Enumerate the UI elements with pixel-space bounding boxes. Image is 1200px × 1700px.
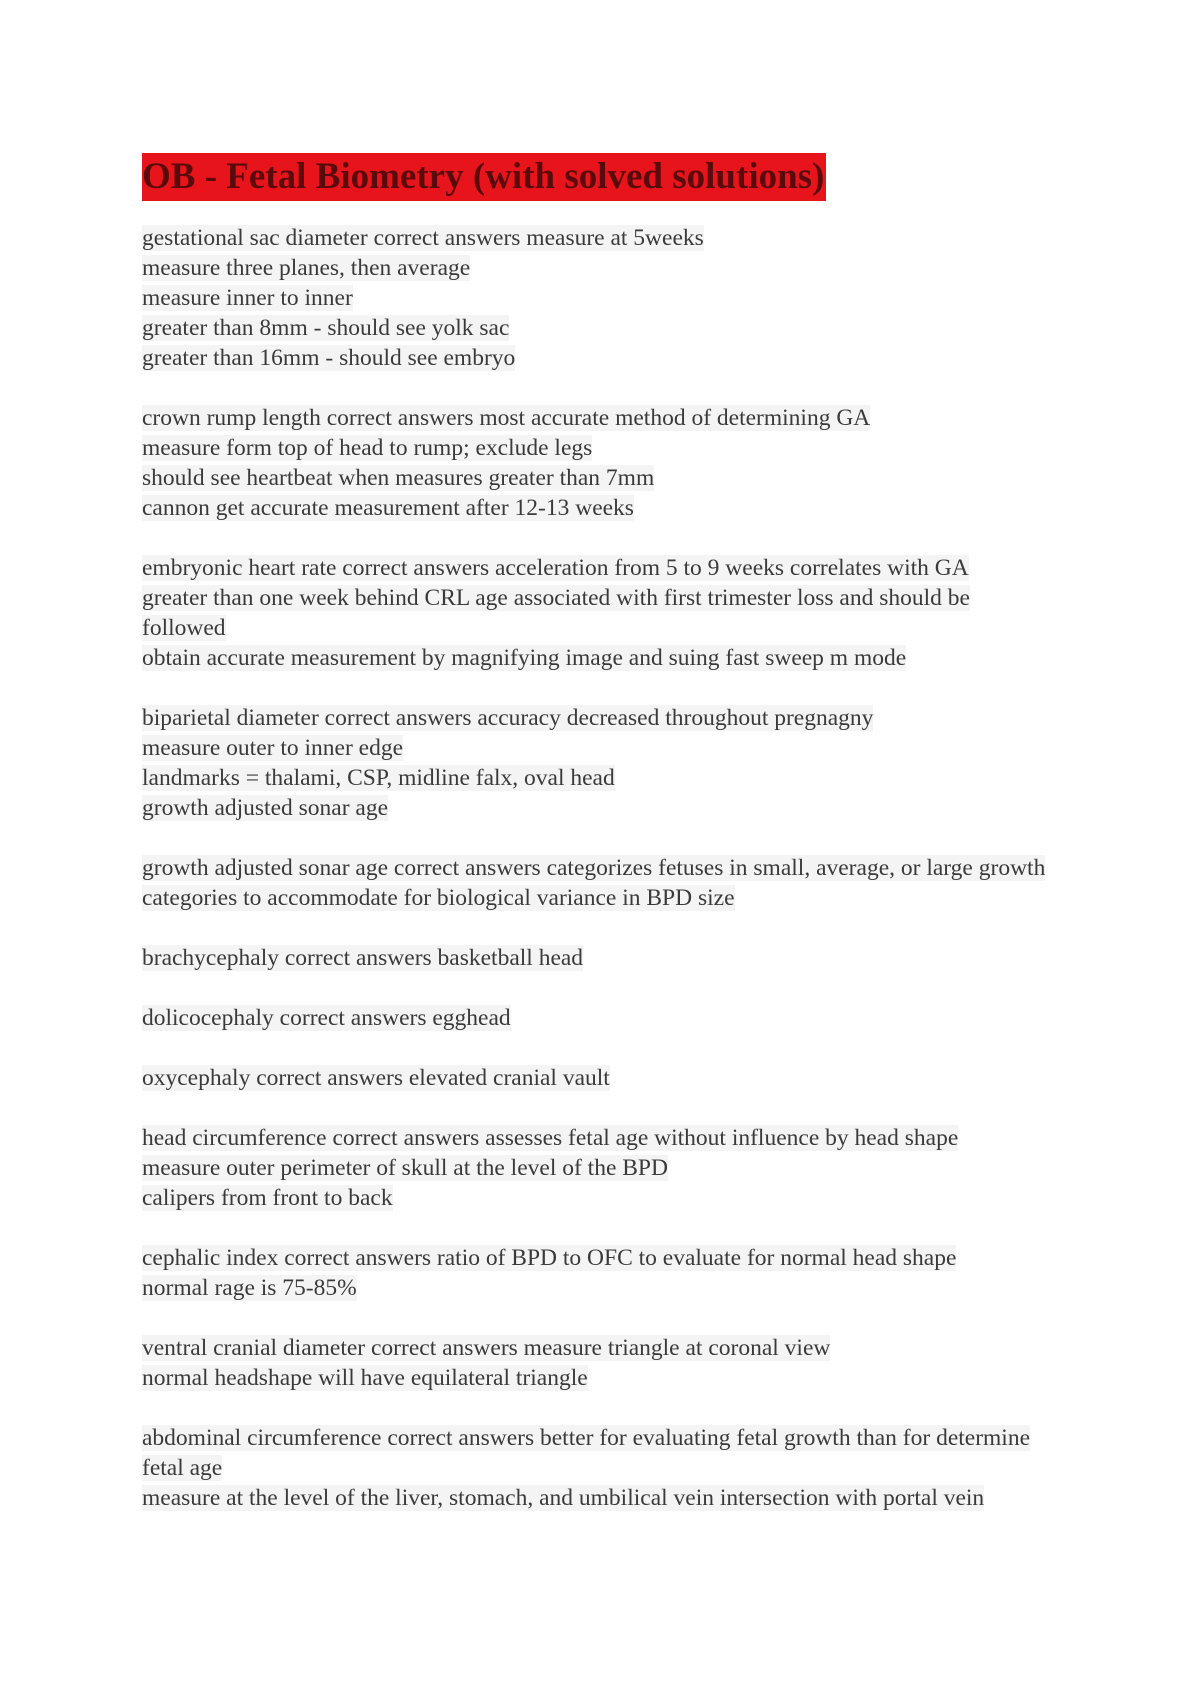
entry-line xyxy=(142,343,1102,373)
qa-entry xyxy=(142,703,1102,823)
entry-line xyxy=(142,763,1102,793)
qa-entry xyxy=(142,1423,1102,1513)
entry-line-text: abdominal circumference correct answers better for evaluating fetal growth than for determine xyxy=(142,1425,1031,1451)
entry-line xyxy=(142,1363,1102,1393)
entry-line xyxy=(142,1243,1102,1273)
entry-line-text: crown rump length correct answers most accurate method of determining GA xyxy=(142,405,871,431)
entry-line xyxy=(142,1483,1102,1513)
qa-entry xyxy=(142,553,1102,673)
entry-line-text: measure form top of head to rump; exclude legs xyxy=(142,435,593,461)
entry-line-text: cannon get accurate measurement after 12-13 weeks xyxy=(142,495,634,521)
entry-line xyxy=(142,1423,1102,1453)
entry-line xyxy=(142,613,1102,643)
qa-entry xyxy=(142,1243,1102,1303)
entry-line-text: fetal age xyxy=(142,1455,223,1481)
entry-line-text: embryonic heart rate correct answers acceleration from 5 to 9 weeks correlates with GA xyxy=(142,555,969,581)
entry-line-text: normal headshape will have equilateral triangle xyxy=(142,1365,588,1391)
qa-entry xyxy=(142,223,1102,373)
entry-line xyxy=(142,733,1102,763)
entry-line-text: dolicocephaly correct answers egghead xyxy=(142,1005,511,1031)
entry-line-text: gestational sac diameter correct answers measure at 5weeks xyxy=(142,225,704,251)
entry-line xyxy=(142,643,1102,673)
entry-line xyxy=(142,493,1102,523)
entry-line xyxy=(142,1003,1102,1033)
entry-line xyxy=(142,1123,1102,1153)
entry-line xyxy=(142,1153,1102,1183)
entry-line xyxy=(142,553,1102,583)
entry-line xyxy=(142,403,1102,433)
qa-entry xyxy=(142,853,1102,913)
entry-line-text: normal rage is 75-85% xyxy=(142,1275,357,1301)
entry-line xyxy=(142,1333,1102,1363)
entry-line-text: oxycephaly correct answers elevated cranial vault xyxy=(142,1065,610,1091)
entry-line xyxy=(142,883,1102,913)
entry-line-text: measure three planes, then average xyxy=(142,255,471,281)
qa-entry xyxy=(142,1003,1102,1033)
entry-line-text: landmarks = thalami, CSP, midline falx, oval head xyxy=(142,765,615,791)
entry-line-text: followed xyxy=(142,615,226,641)
entry-line xyxy=(142,1273,1102,1303)
entry-line-text: greater than 8mm - should see yolk sac xyxy=(142,315,510,341)
document-title: OB - Fetal Biometry (with solved solutions) xyxy=(142,153,826,201)
entry-line xyxy=(142,313,1102,343)
entry-line xyxy=(142,223,1102,253)
entry-line-text: measure at the level of the liver, stomach, and umbilical vein intersection with portal vein xyxy=(142,1485,985,1511)
entries-container xyxy=(142,223,1102,1513)
qa-entry xyxy=(142,1123,1102,1213)
entry-line-text: growth adjusted sonar age xyxy=(142,795,389,821)
entry-line-text: cephalic index correct answers ratio of BPD to OFC to evaluate for normal head shape xyxy=(142,1245,957,1271)
entry-line-text: biparietal diameter correct answers accuracy decreased throughout pregnagny xyxy=(142,705,874,731)
entry-line xyxy=(142,253,1102,283)
entry-line-text: greater than one week behind CRL age associated with first trimester loss and should be xyxy=(142,585,970,611)
entry-line-text: measure outer to inner edge xyxy=(142,735,404,761)
entry-line-text: measure outer perimeter of skull at the level of the BPD xyxy=(142,1155,668,1181)
entry-line-text: should see heartbeat when measures greater than 7mm xyxy=(142,465,655,491)
entry-line xyxy=(142,1183,1102,1213)
entry-line xyxy=(142,853,1102,883)
entry-line xyxy=(142,433,1102,463)
entry-line-text: obtain accurate measurement by magnifying image and suing fast sweep m mode xyxy=(142,645,907,671)
entry-line-text: measure inner to inner xyxy=(142,285,353,311)
entry-line-text: growth adjusted sonar age correct answers categorizes fetuses in small, average, or large growth xyxy=(142,855,1046,881)
document-page xyxy=(142,153,1102,1543)
qa-entry xyxy=(142,403,1102,523)
qa-entry xyxy=(142,1063,1102,1093)
entry-line xyxy=(142,943,1102,973)
entry-line-text: ventral cranial diameter correct answers measure triangle at coronal view xyxy=(142,1335,831,1361)
entry-line xyxy=(142,583,1102,613)
entry-line xyxy=(142,283,1102,313)
entry-line xyxy=(142,463,1102,493)
entry-line xyxy=(142,703,1102,733)
entry-line xyxy=(142,1063,1102,1093)
entry-line xyxy=(142,793,1102,823)
qa-entry xyxy=(142,943,1102,973)
entry-line-text: head circumference correct answers assesses fetal age without influence by head shape xyxy=(142,1125,959,1151)
qa-entry xyxy=(142,1333,1102,1393)
entry-line-text: greater than 16mm - should see embryo xyxy=(142,345,516,371)
entry-line xyxy=(142,1453,1102,1483)
entry-line-text: calipers from front to back xyxy=(142,1185,393,1211)
entry-line-text: categories to accommodate for biological variance in BPD size xyxy=(142,885,735,911)
entry-line-text: brachycephaly correct answers basketball head xyxy=(142,945,584,971)
